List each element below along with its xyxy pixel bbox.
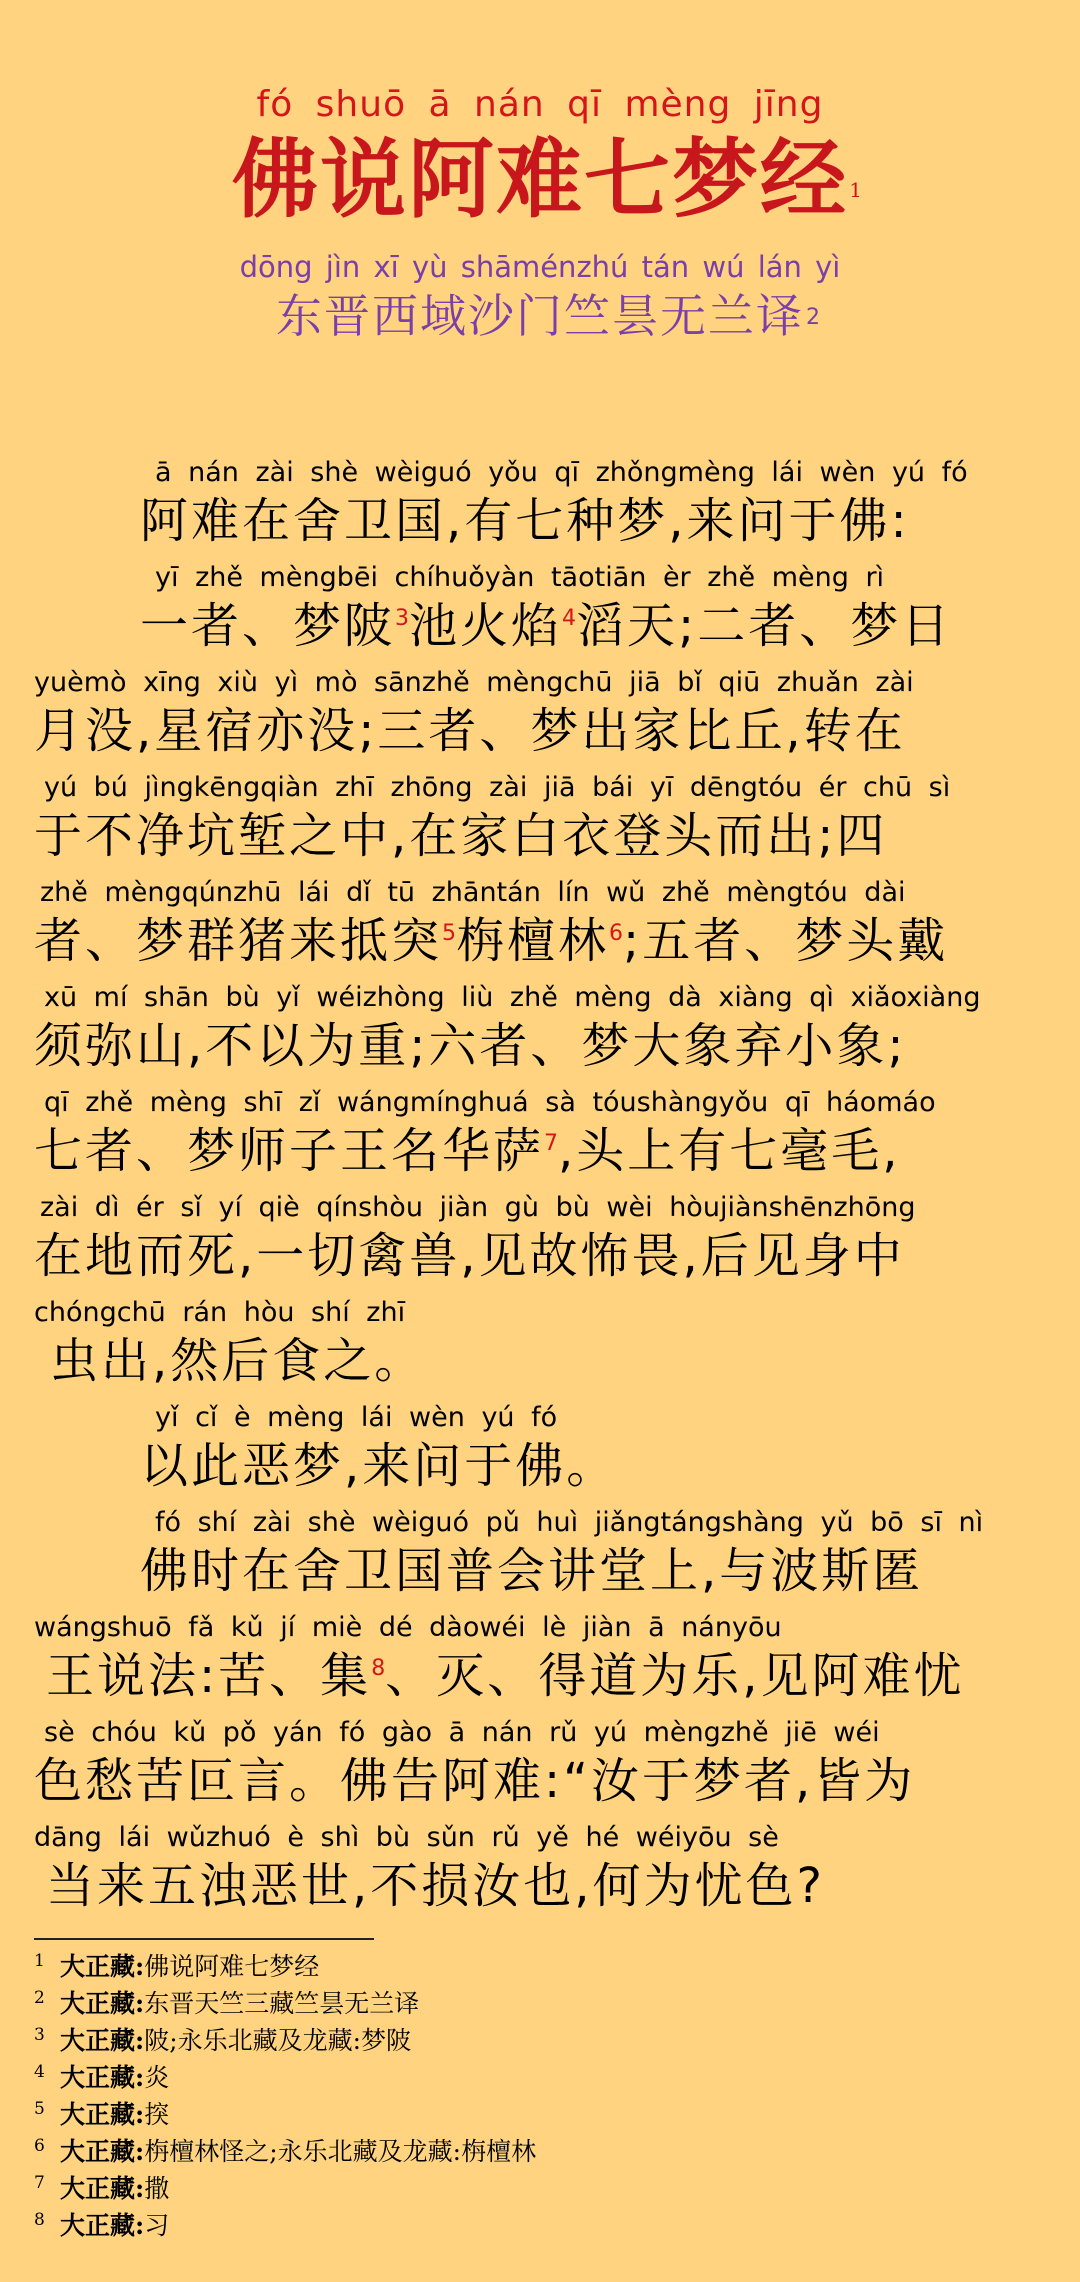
text-line [0,1403,1080,1508]
footnote-item [34,2170,1034,2207]
footnote-marker: 6 [609,921,624,946]
line-text: 虫出,然后食之。 [50,1333,426,1389]
line-pinyin: yuèmò xīng xiù yì mò sānzhě mèngchū jiā bǐ qiū zhuǎn zài [34,667,914,698]
line-segment: 滔天;二者、梦日 [576,598,953,654]
footnote-marker: 3 [395,606,410,631]
line-segment: 王说法:苦、集 [46,1648,372,1704]
line-text [34,1121,901,1181]
footnote-marker: 7 [544,1131,559,1156]
line-pinyin: yú bú jìngkēngqiàn zhī zhōng zài jiā bái yī dēngtóu ér chū sì [44,772,951,803]
line-text: 于不净坑堑之中,在家白衣登头而出;四 [34,808,888,864]
footnote-divider [34,1938,374,1940]
subtitle-text: 东晋西域沙门竺昙无兰译 [276,289,804,343]
text-line [0,1613,1080,1718]
footnote-number: 3 [34,2025,45,2045]
text-line [0,1718,1080,1823]
line-pinyin: wángshuō fǎ kǔ jí miè dé dàowéi lè jiàn ā nányōu [34,1612,782,1643]
text-line [0,983,1080,1088]
page-title [232,129,864,230]
line-text [46,1646,964,1706]
footnote-marker: 8 [371,1656,386,1681]
footnote-item [34,2133,1034,2170]
line-pinyin: dāng lái wǔzhuó è shì bù sǔn rǔ yě hé wéiyōu sè [34,1822,779,1853]
text-line [0,1088,1080,1193]
title-text: 佛说阿难七梦经 [232,129,848,230]
footnote-item [34,2059,1034,2096]
footnote-number: 1 [34,1951,45,1971]
line-text: 在地而死,一切禽兽,见故怖畏,后见身中 [34,1228,905,1284]
footnote-item [34,2207,1034,2244]
text-line [0,773,1080,878]
line-text: 佛时在舍卫国普会讲堂上,与波斯匿 [140,1543,924,1599]
footnote-text: 东晋天竺三藏竺昙无兰译 [144,1989,420,2018]
title-block [0,80,1080,230]
footnote-number: 5 [34,2099,45,2119]
footnote-marker: 2 [806,305,822,330]
line-segment: 、灭、得道为乐,见阿难忧 [385,1648,965,1704]
footnote-label: 大正藏: [60,2026,145,2055]
line-segment: 七者、梦师子王名华萨 [34,1123,545,1179]
line-text: 阿难在舍卫国,有七种梦,来问于佛: [140,493,910,549]
footnote-text: 栴檀林怪之;永乐北藏及龙藏:栴檀林 [144,2137,537,2166]
footnote-number: 8 [34,2210,45,2230]
line-segment: ,头上有七毫毛, [558,1123,901,1179]
line-pinyin: xū mí shān bù yǐ wéizhòng liù zhě mèng dà xiàng qì xiǎoxiàng [44,982,981,1013]
text-line [0,1193,1080,1298]
footnote-number: 4 [34,2062,45,2082]
subtitle-block [0,248,1080,346]
footnote-label: 大正藏: [60,2211,145,2240]
text-line [0,563,1080,668]
line-pinyin: zài dì ér sǐ yí qiè qínshòu jiàn gù bù wèi hòujiànshēnzhōng [40,1192,916,1223]
text-line [0,1298,1080,1403]
line-pinyin: yǐ cǐ è mèng lái wèn yú fó [155,1402,558,1433]
footnote-text: 炎 [144,2063,170,2092]
line-text: 月没,星宿亦没;三者、梦出家比丘,转在 [34,703,906,759]
footnote-item [34,1948,1034,1985]
line-pinyin: zhě mèngqúnzhū lái dǐ tū zhāntán lín wǔ zhě mèngtóu dài [40,877,906,908]
line-segment: 者、梦群猪来抵突 [34,913,443,969]
footnote-text: 习 [144,2211,170,2240]
text-line [0,1508,1080,1613]
footnote-item [34,2096,1034,2133]
line-text: 当来五浊恶世,不损汝也,何为忧色? [46,1858,825,1914]
footnote-text: 揬 [144,2100,170,2129]
line-text: 色愁苦叵言。佛告阿难:“汝于梦者,皆为 [34,1753,916,1809]
line-segment: 栴檀林 [456,913,610,969]
line-segment: 一者、梦陂 [140,598,396,654]
line-segment: ;五者、梦头戴 [623,913,949,969]
line-text: 以此恶梦,来问于佛。 [140,1438,618,1494]
line-pinyin: fó shí zài shè wèiguó pǔ huì jiǎngtángshàng yǔ bō sī nì [155,1507,984,1538]
footnote-label: 大正藏: [60,1952,145,1981]
footnote-label: 大正藏: [60,2137,145,2166]
footnote-number: 6 [34,2136,45,2156]
subtitle [276,286,822,346]
footnote-marker: 5 [442,921,457,946]
text-line [0,458,1080,563]
footnote-number: 2 [34,1988,45,2008]
footnote-label: 大正藏: [60,2063,145,2092]
line-text [34,911,948,971]
footnote-item [34,2022,1034,2059]
footnote-label: 大正藏: [60,1989,145,2018]
scripture-body [0,458,1080,1928]
footnote-number: 7 [34,2173,45,2193]
line-pinyin: sè chóu kǔ pǒ yán fó gào ā nán rǔ yú mèngzhě jiē wéi [44,1717,880,1748]
footnote-label: 大正藏: [60,2100,145,2129]
text-line [0,668,1080,773]
title-pinyin: fó shuō ā nán qī mèng jīng [256,84,824,125]
footnote-text: 撒 [144,2174,170,2203]
line-pinyin: yī zhě mèngbēi chíhuǒyàn tāotiān èr zhě mèng rì [155,562,885,593]
footnote-marker: 1 [849,178,864,202]
text-line [0,1823,1080,1928]
line-text: 须弥山,不以为重;六者、梦大象弃小象; [34,1018,907,1074]
footnote-marker: 4 [562,606,577,631]
line-text [140,596,952,656]
footnotes [34,1948,1034,2244]
text-line [0,878,1080,983]
line-pinyin: qī zhě mèng shī zǐ wángmínghuá sà tóushàngyǒu qī háomáo [44,1087,936,1118]
line-pinyin: ā nán zài shè wèiguó yǒu qī zhǒngmèng lái wèn yú fó [155,457,968,488]
footnote-label: 大正藏: [60,2174,145,2203]
subtitle-pinyin: dōng jìn xī yù shāménzhú tán wú lán yì [239,250,841,284]
line-pinyin: chóngchū rán hòu shí zhī [34,1297,406,1328]
footnote-item [34,1985,1034,2022]
footnote-text: 佛说阿难七梦经 [144,1952,320,1981]
footnote-text: 陂;永乐北藏及龙藏:梦陂 [144,2026,412,2055]
line-segment: 池火焰 [409,598,563,654]
